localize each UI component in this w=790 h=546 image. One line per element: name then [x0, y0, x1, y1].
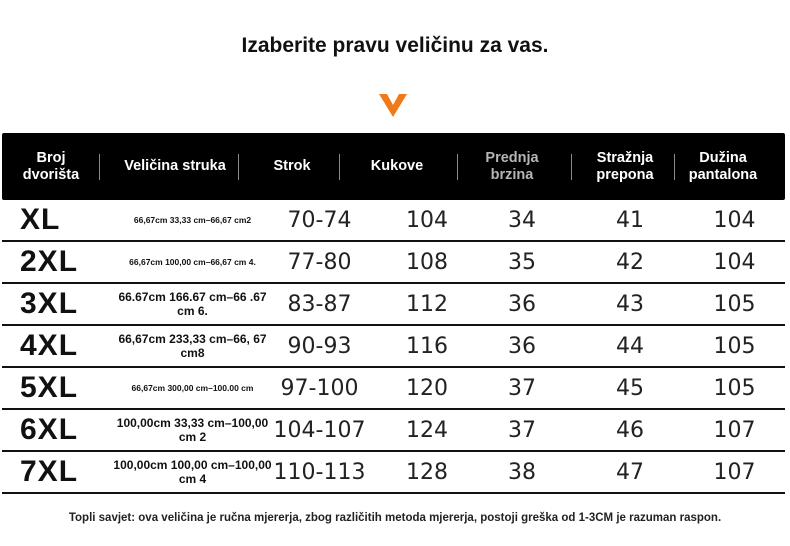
header-length: Dužina pantalona — [688, 149, 758, 183]
back-rise-cell: 47 — [616, 459, 644, 485]
table-row — [2, 368, 785, 410]
hips-cell: 104 — [406, 207, 448, 233]
header-divider — [339, 154, 340, 180]
table-row — [2, 410, 785, 452]
waist-cell: 100,00cm 33,33 cm–100,00 cm 2 — [116, 416, 269, 444]
size-cell: 7XL — [20, 455, 79, 488]
waist-cell: 66,67cm 300,00 cm–100.00 cm — [131, 382, 254, 393]
back-rise-cell: 42 — [616, 249, 644, 275]
waist-cell: 100,00cm 100,00 cm–100,00 cm 4 — [113, 458, 272, 486]
front-rise-cell: 34 — [508, 207, 536, 233]
header-divider — [99, 154, 100, 180]
strok-cell: 83-87 — [287, 291, 352, 317]
length-cell: 104 — [713, 207, 756, 233]
length-cell: 105 — [713, 333, 756, 359]
length-cell: 105 — [713, 375, 756, 401]
back-rise-cell: 45 — [616, 375, 644, 401]
hips-cell: 108 — [406, 249, 448, 275]
size-table — [2, 133, 785, 494]
page-title: Izaberite pravu veličinu za vas. — [241, 34, 549, 57]
strok-cell: 70-74 — [287, 207, 352, 233]
front-rise-cell: 38 — [508, 459, 536, 485]
header-divider — [571, 154, 572, 180]
length-cell: 104 — [713, 249, 756, 275]
back-rise-cell: 43 — [616, 291, 644, 317]
front-rise-cell: 36 — [508, 291, 536, 317]
hips-cell: 120 — [406, 375, 448, 401]
hips-cell: 112 — [406, 291, 448, 317]
size-cell: 2XL — [20, 245, 79, 278]
length-cell: 107 — [713, 459, 756, 485]
strok-cell: 97-100 — [280, 375, 359, 401]
table-row — [2, 326, 785, 368]
hips-cell: 124 — [406, 417, 448, 443]
table-row — [2, 284, 785, 326]
waist-cell: 66,67cm 233,33 cm–66, 67 cm8 — [118, 332, 267, 360]
size-cell: 6XL — [20, 413, 79, 446]
header-strok: Strok — [273, 158, 311, 174]
header-divider — [457, 154, 458, 180]
header-divider — [674, 154, 675, 180]
footer-note: Topli savjet: ova veličina je ručna mjererja, zbog različitih metoda mjererja, postoji greška od 1-3CM je razuman raspon. — [68, 512, 722, 524]
header-size: Broj dvorišta — [22, 149, 80, 183]
waist-cell: 66,67cm 100,00 cm–66,67 cm 4. — [129, 256, 256, 267]
waist-cell: 66.67cm 166.67 cm–66 .67 cm 6. — [118, 290, 267, 318]
table-row — [2, 452, 785, 494]
header-divider — [238, 154, 239, 180]
strok-cell: 77-80 — [287, 249, 352, 275]
back-rise-cell: 41 — [616, 207, 644, 233]
table-row — [2, 200, 785, 242]
hips-cell: 128 — [406, 459, 448, 485]
front-rise-cell: 37 — [508, 417, 536, 443]
table-row — [2, 242, 785, 284]
back-rise-cell: 44 — [616, 333, 644, 359]
header-hips: Kukove — [370, 158, 424, 174]
length-cell: 107 — [713, 417, 756, 443]
waist-cell: 66,67cm 33,33 cm–66,67 cm2 — [133, 214, 252, 225]
front-rise-cell: 35 — [508, 249, 536, 275]
size-cell: 5XL — [20, 371, 79, 404]
front-rise-cell: 36 — [508, 333, 536, 359]
header-front-rise: Prednja brzina — [485, 149, 539, 183]
length-cell: 105 — [713, 291, 756, 317]
header-back-rise: Stražnja prepona — [596, 149, 654, 183]
front-rise-cell: 37 — [508, 375, 536, 401]
header-waist: Veličina struka — [124, 158, 226, 174]
hips-cell: 116 — [406, 333, 448, 359]
table-header — [2, 133, 785, 200]
back-rise-cell: 46 — [616, 417, 644, 443]
strok-cell: 104-107 — [273, 417, 366, 443]
size-cell: XL — [20, 203, 61, 236]
chevron-down-icon — [379, 92, 407, 118]
strok-cell: 110-113 — [273, 459, 366, 485]
size-cell: 3XL — [20, 287, 79, 320]
size-cell: 4XL — [20, 329, 79, 362]
strok-cell: 90-93 — [287, 333, 352, 359]
